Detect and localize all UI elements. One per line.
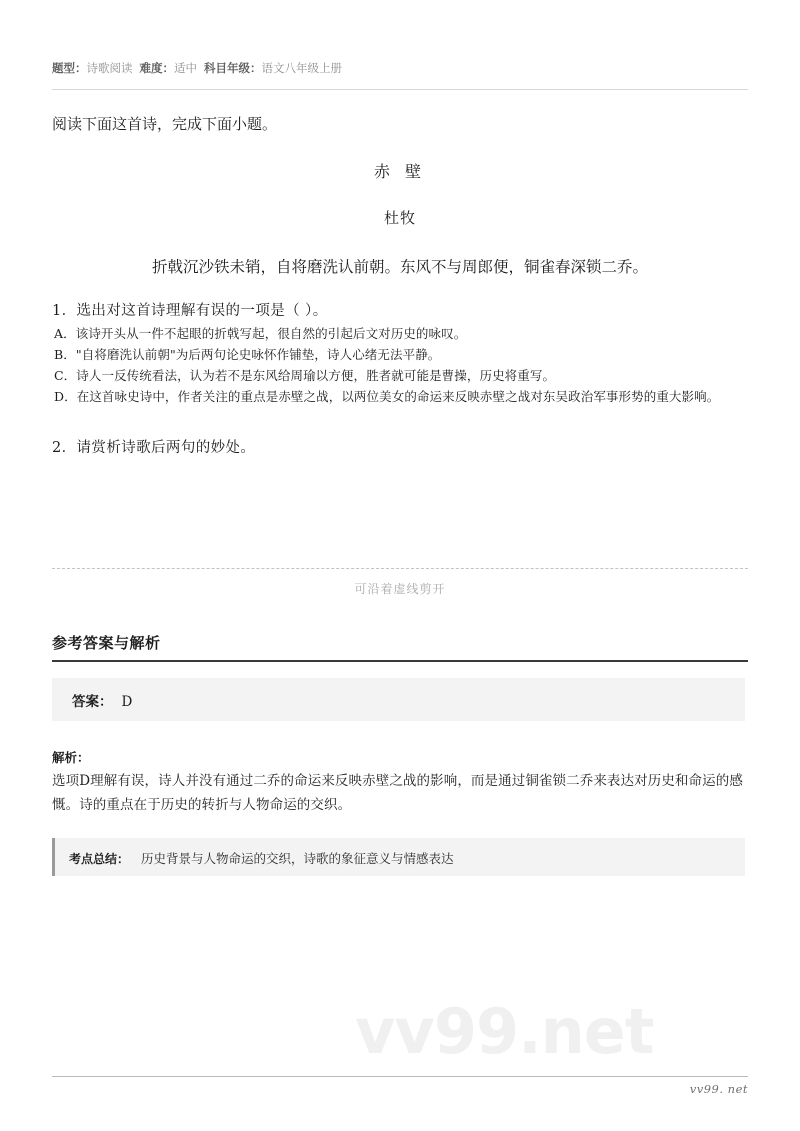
question-2-text: 请赏析诗歌后两句的妙处。 [76, 440, 256, 456]
meta-grade-label: 科目年级： [204, 61, 262, 75]
question-1-option-c[interactable] [54, 365, 752, 386]
option-a-label: A． [54, 326, 76, 341]
keypoint-box-content [69, 848, 454, 867]
answer-box-content [72, 690, 132, 710]
option-c-text: 诗人一反传统看法，认为若不是东风给周瑜以方便，胜者就可能是曹操，历史将重写。 [76, 368, 556, 383]
cut-dashed-line [52, 568, 748, 569]
option-b-label: B． [54, 347, 76, 362]
option-b-text: "自将磨洗认前朝"为后两句论史咏怀作铺垫，诗人心绪无法平静。 [75, 347, 441, 362]
analysis-text: 选项D理解有误，诗人并没有通过二乔的命运来反映赤壁之战的影响，而是通过铜雀锁二乔来表达对历史和命运的感慨。诗的重点在于历史的转折与人物命运的交织。 [52, 773, 743, 813]
question-1-option-d[interactable] [54, 386, 752, 407]
answer-label: 答案： [72, 694, 113, 710]
header-meta [52, 60, 748, 76]
question-2 [52, 437, 752, 460]
answer-section-divider [52, 660, 748, 662]
option-d-label: D． [54, 389, 77, 404]
footer-divider [52, 1076, 748, 1077]
cut-instruction-label: 可沿着虚线剪开 [354, 582, 446, 596]
meta-type-label: 题型： [52, 61, 87, 75]
poem-title: 赤 壁 [373, 162, 427, 181]
question-2-number: 2． [52, 440, 77, 456]
answer-box [52, 678, 745, 721]
analysis-label: 解析： [52, 750, 90, 765]
answer-value: D [121, 694, 133, 710]
option-a-text: 该诗开头从一件不起眼的折戟写起，很自然的引起后文对历史的咏叹。 [75, 326, 467, 341]
footer-site-label: vv99. net [689, 1082, 748, 1096]
header-divider [52, 89, 748, 90]
poem-body: 折戟沉沙铁未销，自将磨洗认前朝。东风不与周郎便，铜雀春深锁二乔。 [151, 258, 648, 276]
keypoint-label: 考点总结： [69, 852, 130, 866]
meta-difficulty-value: 适中 [174, 61, 197, 75]
meta-difficulty-label: 难度： [139, 61, 174, 75]
keypoint-summary-box [52, 838, 745, 876]
keypoint-value: 历史背景与人物命运的交织，诗歌的象征意义与情感表达 [141, 851, 454, 866]
question-1-number: 1． [52, 303, 77, 319]
reading-prompt: 阅读下面这首诗，完成下面小题。 [52, 115, 278, 133]
watermark-vv99: vv99.net [355, 995, 654, 1068]
meta-type-value: 诗歌阅读 [86, 61, 133, 75]
question-1-text: 选出对这首诗理解有误的一项是（ ）。 [76, 303, 328, 319]
option-c-label: C． [54, 368, 77, 383]
answer-section-heading: 参考答案与解析 [52, 634, 161, 652]
poem-author: 杜牧 [383, 209, 416, 227]
option-d-text: 在这首咏史诗中，作者关注的重点是赤壁之战，以两位美女的命运来反映赤壁之战对东吴政治军事形势的重大影响。 [76, 389, 720, 404]
question-1-option-a[interactable] [54, 323, 752, 344]
question-1-option-b[interactable] [54, 344, 752, 365]
meta-grade-value: 语文八年级上册 [261, 61, 342, 75]
question-2-stem [52, 437, 752, 460]
question-1-stem [52, 300, 752, 323]
question-1 [52, 300, 752, 407]
